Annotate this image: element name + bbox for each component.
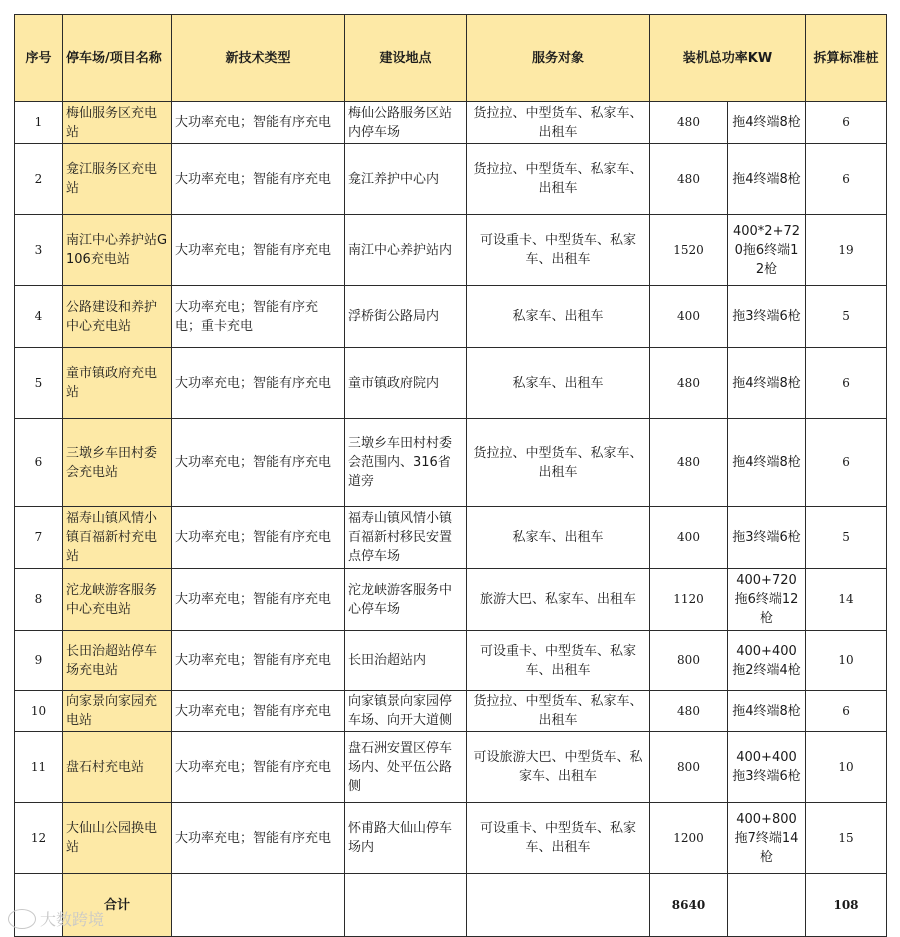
standard-piles: 6 [806,102,887,144]
row-number: 3 [15,215,63,286]
header-power: 装机总功率KW [650,15,806,102]
station-name: 向家景向家园充电站 [63,691,172,732]
service-target: 货拉拉、中型货车、私家车、出租车 [467,691,650,732]
row-number: 1 [15,102,63,144]
service-target: 旅游大巴、私家车、出租车 [467,569,650,631]
standard-piles: 6 [806,144,887,215]
station-name: 沱龙峡游客服务中心充电站 [63,569,172,631]
total-customers [467,874,650,937]
header-tech: 新技术类型 [172,15,345,102]
station-name: 福寿山镇风情小镇百福新村充电站 [63,507,172,569]
service-target: 私家车、出租车 [467,348,650,419]
table-row [15,286,887,348]
tech-type: 大功率充电；智能有序充电 [172,102,345,144]
tech-type: 大功率充电；智能有序充电 [172,507,345,569]
header-standard-piles: 拆算标准桩 [806,15,887,102]
tech-type: 大功率充电；智能有序充电 [172,691,345,732]
header-address: 建设地点 [345,15,467,102]
header-customers: 服务对象 [467,15,650,102]
charger-config: 拖4终端8枪 [728,419,806,507]
charger-config: 拖4终端8枪 [728,691,806,732]
charger-config: 拖3终端6枪 [728,507,806,569]
total-tech [172,874,345,937]
table-row [15,348,887,419]
service-target: 货拉拉、中型货车、私家车、出租车 [467,102,650,144]
standard-piles: 10 [806,732,887,803]
tech-type: 大功率充电；智能有序充电 [172,348,345,419]
station-name: 大仙山公园换电站 [63,803,172,874]
station-name: 龛江服务区充电站 [63,144,172,215]
power-kw: 480 [650,348,728,419]
location: 龛江养护中心内 [345,144,467,215]
service-target: 可设重卡、中型货车、私家车、出租车 [467,631,650,691]
tech-type: 大功率充电；智能有序充电 [172,631,345,691]
table-row [15,507,887,569]
charger-config: 400+400拖2终端4枪 [728,631,806,691]
charger-config: 拖4终端8枪 [728,348,806,419]
row-number: 5 [15,348,63,419]
charger-config: 拖4终端8枪 [728,144,806,215]
table-row [15,102,887,144]
service-target: 货拉拉、中型货车、私家车、出租车 [467,144,650,215]
standard-piles: 10 [806,631,887,691]
location: 浮桥街公路局内 [345,286,467,348]
watermark [8,907,104,930]
power-kw: 400 [650,507,728,569]
power-kw: 400 [650,286,728,348]
row-number: 4 [15,286,63,348]
table-row [15,419,887,507]
standard-piles: 6 [806,348,887,419]
row-number: 7 [15,507,63,569]
power-kw: 1200 [650,803,728,874]
tech-type: 大功率充电；智能有序充电 [172,215,345,286]
total-address [345,874,467,937]
charger-config: 400+800拖7终端14枪 [728,803,806,874]
location: 福寿山镇风情小镇百福新村移民安置点停车场 [345,507,467,569]
station-name: 长田治超站停车场充电站 [63,631,172,691]
total-standard-piles: 108 [806,874,887,937]
location: 梅仙公路服务区站内停车场 [345,102,467,144]
table-row [15,144,887,215]
tech-type: 大功率充电；智能有序充电 [172,144,345,215]
row-number: 10 [15,691,63,732]
standard-piles: 5 [806,507,887,569]
charger-config: 400+720拖6终端12枪 [728,569,806,631]
service-target: 私家车、出租车 [467,507,650,569]
station-name: 童市镇政府充电站 [63,348,172,419]
table-row [15,215,887,286]
tech-type: 大功率充电；智能有序充电 [172,569,345,631]
power-kw: 800 [650,631,728,691]
total-config [728,874,806,937]
row-number: 8 [15,569,63,631]
table-row [15,691,887,732]
total-label: 合计 [63,874,172,937]
service-target: 可设重卡、中型货车、私家车、出租车 [467,215,650,286]
charger-config: 400+400拖3终端6枪 [728,732,806,803]
standard-piles: 6 [806,691,887,732]
station-name: 梅仙服务区充电站 [63,102,172,144]
header-name: 停车场/项目名称 [63,15,172,102]
tech-type: 大功率充电；智能有序充电；重卡充电 [172,286,345,348]
row-number: 6 [15,419,63,507]
location: 南江中心养护站内 [345,215,467,286]
location: 三墩乡车田村村委会范围内、316省道旁 [345,419,467,507]
header-row [15,15,887,102]
total-row [15,874,887,937]
station-name: 三墩乡车田村委会充电站 [63,419,172,507]
location: 怀甫路大仙山停车场内 [345,803,467,874]
station-name: 南江中心养护站G106充电站 [63,215,172,286]
row-number: 9 [15,631,63,691]
power-kw: 1120 [650,569,728,631]
location: 盘石洲安置区停车场内、处平伍公路侧 [345,732,467,803]
watermark-logo-icon [8,909,36,929]
standard-piles: 19 [806,215,887,286]
service-target: 货拉拉、中型货车、私家车、出租车 [467,419,650,507]
tech-type: 大功率充电；智能有序充电 [172,732,345,803]
station-name: 盘石村充电站 [63,732,172,803]
power-kw: 480 [650,102,728,144]
header-no: 序号 [15,15,63,102]
table-body [15,102,887,874]
location: 长田治超站内 [345,631,467,691]
location: 童市镇政府院内 [345,348,467,419]
tech-type: 大功率充电；智能有序充电 [172,419,345,507]
charger-config: 拖3终端6枪 [728,286,806,348]
standard-piles: 15 [806,803,887,874]
tech-type: 大功率充电；智能有序充电 [172,803,345,874]
watermark-text: 大数跨境 [40,910,105,929]
table-row [15,803,887,874]
table-wrapper [14,14,887,937]
service-target: 可设重卡、中型货车、私家车、出租车 [467,803,650,874]
power-kw: 480 [650,144,728,215]
table-row [15,732,887,803]
power-kw: 1520 [650,215,728,286]
charger-config: 400*2+720拖6终端12枪 [728,215,806,286]
row-number: 2 [15,144,63,215]
row-number: 12 [15,803,63,874]
row-number: 11 [15,732,63,803]
service-target: 私家车、出租车 [467,286,650,348]
service-target: 可设旅游大巴、中型货车、私家车、出租车 [467,732,650,803]
power-kw: 480 [650,419,728,507]
table-row [15,631,887,691]
charger-config: 拖4终端8枪 [728,102,806,144]
location: 沱龙峡游客服务中心停车场 [345,569,467,631]
standard-piles: 6 [806,419,887,507]
standard-piles: 14 [806,569,887,631]
station-name: 公路建设和养护中心充电站 [63,286,172,348]
charging-station-table [14,14,887,937]
location: 向家镇景向家园停车场、向开大道侧 [345,691,467,732]
table-row [15,569,887,631]
standard-piles: 5 [806,286,887,348]
power-kw: 800 [650,732,728,803]
total-power: 8640 [650,874,728,937]
power-kw: 480 [650,691,728,732]
